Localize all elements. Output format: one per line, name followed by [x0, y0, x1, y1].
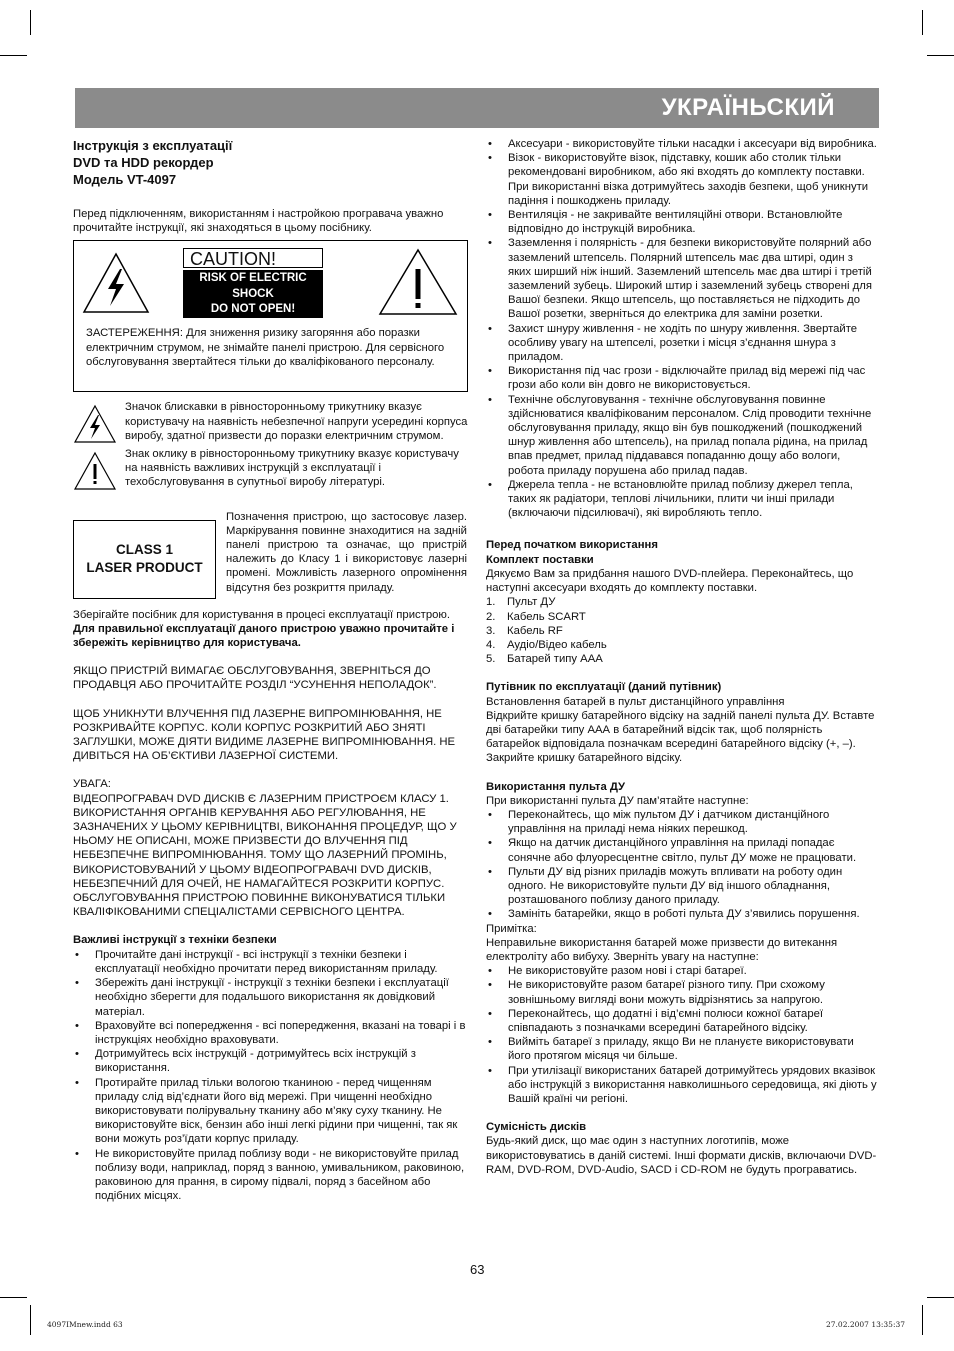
list-item — [486, 595, 879, 609]
laser-notice: ЩОБ УНИКНУТИ ВЛУЧЕННЯ ПІД ЛАЗЕРНЕ ВИПРОМІНЮВАННЯ, НЕ РОЗКРИВАЙТЕ КОРПУС. КОЛИ КОРПУС РОЗКРИТИЙ АБО ЗНЯТІ ЗАГЛУШКИ, МОЖЕ ДІЯТИ ВИДИМЕ ЛАЗЕРНЕ ВИПРОМІНЮВАННЯ. НЕ ДИВІТЬСЯ НА ОБ’ЄКТИВИ ЛАЗЕРНОЇ СИСТЕМИ. — [73, 707, 456, 763]
service-notice: ЯКЩО ПРИСТРІЙ ВИМАГАЄ ОБСЛУГОВУВАННЯ, ЗВЕРНІТЬСЯ ДО ПРОДАВЦЯ АБО ПРОЧИТАЙТЕ РОЗДІЛ “УСУНЕННЯ НЕПОЛАДОК”. — [73, 665, 437, 692]
intro-paragraph: Перед підключенням, використанням і настройкою програвача уважно прочитайте інструкції, які знаходяться в цьому посібнику. — [73, 208, 444, 235]
crop-mark — [927, 1297, 954, 1298]
language-title: УКРАЇНЬСКИЙ — [661, 94, 835, 121]
battery-install-title: Встановлення батарей в пульт дистанційного управління — [486, 695, 785, 708]
list-item: • При утилізації використаних батарей дотримуйтесь урядових вказівок або інструкцій з використання навколишнього середовища, які діють у Вашій країні чи регіоні. — [486, 1064, 879, 1107]
list-item: • Захист шнуру живлення - не ходіть по шнуру живлення. Звертайте особливу увагу на штепселі, розетки і місця з’єднання шнура з приладом. — [486, 322, 879, 365]
before-use-heading: Перед початком використання — [486, 539, 658, 552]
lightning-symbol-text: Значок блискавки в рівносторонньому трикутнику вказує користувачу на наявність небезпечної напруги усередині корпуса виробу, здатної призвести до поразки електричним струмом. — [125, 401, 468, 442]
item-number: 2. — [486, 610, 496, 623]
crop-mark — [30, 10, 31, 35]
laser-class-line: LASER PRODUCT — [86, 559, 203, 575]
list-item: • Використання під час грози - відключайте прилад від мережі під час грози або коли він довго не використовується. — [486, 364, 879, 392]
footer-file: 4097IMnew.indd 63 — [47, 1320, 123, 1329]
compat-heading: Сумісність дисків — [486, 1121, 587, 1134]
manual-title-line: Інструкція з експлуатації — [73, 138, 233, 153]
item-number: 5. — [486, 653, 496, 666]
safety-heading: Важливі інструкції з техніки безпеки — [73, 934, 277, 947]
list-item: • Переконайтесь, що додатні і від’ємні полюси кожної батареї співпадають з позначками всередині батарейного відсіку. — [486, 1007, 879, 1035]
right-column — [486, 137, 879, 1177]
crop-mark — [922, 1305, 923, 1335]
list-item: • Не використовуйте разом батареї різного типу. При схожому зовнішньому вигляді вони можуть відрізнятись за напругою. — [486, 978, 879, 1006]
crop-mark — [922, 10, 923, 35]
list-item — [486, 624, 879, 638]
list-item: • Не використовуйте разом нові і старі батареї. — [486, 964, 879, 978]
exclamation-symbol-explanation — [73, 447, 468, 490]
left-column — [73, 137, 468, 1203]
keep-manual-text: Зберігайте посібник для користування в процесі експлуатації пристрою. — [73, 608, 451, 621]
list-item: • Вентиляція - не закривайте вентиляційні отвори. Встановлюйте відповідно до інструкцій виробника. — [486, 208, 879, 236]
laser-section — [73, 510, 468, 608]
list-item: • Протирайте прилад тільки вологою тканиною - перед чищенням приладу слід від’єднати його від мережі. При чищенні необхідно використовувати полірувальну тканину або м’яку суху тканину. Не використовуйте віск, бензин або інші легкі рідини при чищенні, так як вони можуть роз’їдати корпус приладу. — [73, 1076, 468, 1147]
item-number: 3. — [486, 624, 496, 637]
page-number: 63 — [470, 1262, 485, 1277]
guide-heading: Путівник по експлуатації (даний путівник) — [486, 681, 722, 694]
safety-list-continued — [486, 137, 879, 520]
item-text: Кабель SCART — [507, 610, 586, 623]
package-list — [486, 595, 879, 666]
lightning-warning-icon — [82, 251, 150, 315]
list-item: • Прочитайте дані інструкції - всі інструкції з техніки безпеки і експлуатації необхідно прочитати перед використанням приладу. — [73, 948, 468, 976]
laser-class-label — [73, 520, 216, 599]
crop-mark — [0, 55, 27, 56]
crop-mark — [927, 55, 954, 56]
lightning-symbol-explanation — [73, 400, 468, 443]
list-item: • Вийміть батареї з приладу, якщо Ви не плануєте використовувати його протягом місяця чи більше. — [486, 1035, 879, 1063]
crop-mark — [0, 1297, 27, 1298]
item-text: Кабель RF — [507, 624, 563, 637]
list-item: • Переконайтесь, що між пультом ДУ і датчиком дистанційного управління на приладі нема ніяких перешкод. — [486, 808, 879, 836]
language-header-bar — [75, 88, 879, 128]
caution-subtitle-line: DO NOT OPEN! — [210, 303, 296, 316]
caution-subtitle-line: SHOCK — [232, 287, 274, 300]
caution-subtitle — [183, 270, 323, 318]
caution-text: ЗАСТЕРЕЖЕННЯ: Для зниження ризику загоряння або поразки електричним струмом, не знімайте панелі пристрою. Для сервісного обслуговування звертайтеся тільки до кваліфікованого персоналу. — [86, 327, 445, 368]
remote-intro: При використанні пульта ДУ пам’ятайте наступне: — [486, 794, 749, 807]
package-intro: Дякуємо Вам за придбання нашого DVD-плейера. Переконайтесь, що наступні аксесуари входять до комплекту поставки. — [486, 567, 854, 595]
laser-class-line: CLASS 1 — [115, 541, 173, 557]
safety-list — [73, 948, 468, 1204]
caution-title: CAUTION! — [183, 248, 323, 268]
exclamation-warning-icon — [73, 451, 117, 491]
list-item: • Технічне обслуговування - технічне обслуговування повинне здійснюватися кваліфікованим персоналом. Слід проводити технічне обслуговування приладу, якщо він був пошкоджений (пошкоджений шнур живлення або штепсель), на прилад попала рідина, на прилад впав предмет, прилад піддавався попаданню дощу або вологи, робота приладу порушена або прилад падав. — [486, 393, 879, 478]
list-item: • Візок - використовуйте візок, підставку, кошик або столик тільки рекомендовані виробником, або які входять до комплекту поставки. При використанні візка дотримуйтесь заходів безпеки, щоб уникнути падіння і пошкоджень приладу. — [486, 151, 879, 208]
battery-close: Закрийте кришку батарейного відсіку. — [486, 752, 683, 765]
list-item: • Якщо на датчик дистанційного управління на приладі попадає сонячне або флуоресцентне світло, пульт ДУ може не працювати. — [486, 836, 879, 864]
item-text: Аудіо/Відео кабель — [507, 638, 607, 651]
list-item: • Збережіть дані інструкції - інструкції з техніки безпеки і експлуатації необхідно зберегти для подальшого використання як довідковий матеріал. — [73, 976, 468, 1019]
battery-steps: Відкрийте кришку батарейного відсіку на задній панелі пульта ДУ. Вставте дві батарейки типу ААА в батарейний відсік так, щоб полярність батарейок відповідала позначкам всередині батарейного відсіку (+, –). — [486, 709, 875, 751]
manual-title-line: Модель VT-4097 — [73, 172, 177, 187]
manual-title-line: DVD та HDD рекордер — [73, 155, 214, 170]
note-text: Неправильне використання батарей може призвести до витекання електроліту або вибуху. Зверніть увагу на наступне: — [486, 936, 838, 963]
note-list — [486, 964, 879, 1106]
item-number: 1. — [486, 596, 496, 609]
item-text: Батарей типу ААА — [507, 653, 603, 666]
crop-mark — [30, 1305, 31, 1335]
caution-subtitle-line: RISK OF ELECTRIC — [199, 272, 307, 285]
exclamation-warning-icon — [377, 247, 459, 317]
list-item: • Замініть батарейки, якщо в роботі пульта ДУ з’явились порушення. — [486, 907, 879, 921]
keep-manual-bold: Для правильної експлуатації даного пристрою уважно прочитайте і збережіть керівництво для користувача. — [73, 622, 455, 650]
footer-datetime: 27.02.2007 13:35:37 — [826, 1320, 906, 1329]
remote-list — [486, 808, 879, 922]
list-item: • Дотримуйтесь всіх інструкцій - дотримуйтесь всіх інструкцій з використання. — [73, 1047, 468, 1075]
laser-description: Позначення пристрою, що застосовує лазер. Маркірування повинне знаходитися на задній панелі пристрою та означає, що пристрій належить до Класу 1 і використовує лазерні промені. Можливість лазерного опромінення відсутня без розкриття приладу. — [226, 510, 467, 594]
list-item — [486, 610, 879, 624]
package-heading: Комплект поставки — [486, 553, 594, 566]
note-label: Примітка: — [486, 922, 537, 935]
list-item: • Заземлення і полярність - для безпеки використовуйте полярний або заземлений штепсель. Полярний штепсель має два штирі, один з яких ширший ніж інший. Заземлений штепсель має два штирі і третій заземлений зубець. Широкий штир і заземлений зубець створені для Вашої безпеки. Якщо штепсель, що поставляється не підходить до Вашої розетки, зверніться до електрика для заміни розетки. — [486, 236, 879, 321]
list-item: • Аксесуари - використовуйте тільки насадки і аксесуари від виробника. — [486, 137, 879, 151]
list-item: • Пульти ДУ від різних приладів можуть впливати на роботу один одного. Не використовуйте пульти ДУ від іншого обладнання, розташованого поблизу даного приладу. — [486, 865, 879, 908]
list-item: • Враховуйте всі попередження - всі попередження, вказані на товарі і в інструкціях необхідно враховувати. — [73, 1019, 468, 1047]
list-item: • Не використовуйте прилад поблизу води - не використовуйте прилад поблизу води, наприклад, поряд з ванною, умивальником, раковиною, раковиною для прання, в сирому підвалі, поряд з басейном або подібних місцях. — [73, 1147, 468, 1204]
list-item — [486, 652, 879, 666]
attention-text: ВІДЕОПРОГРАВАЧ DVD ДИСКІВ Є ЛАЗЕРНИМ ПРИСТРОЄМ КЛАСУ 1. ВИКОРИСТАННЯ ОРГАНІВ КЕРУВАННЯ АБО РЕГУЛЮВАННЯ, НЕ ЗАЗНАЧЕНИХ У ЦЬОМУ КЕРІВНИЦТВІ, ВИКОНАННЯ ПРОЦЕДУР, ЩО У НЬОМУ НЕ ОПИСАНІ, МОЖЕ ПРИЗВЕСТИ ДО ВЛУЧЕННЯ ПІД НЕБЕЗПЕЧНЕ ВИПРОМІНЮВАННЯ. ТОМУ ЩО ЛАЗЕРНИЙ ПРОМІНЬ, ВИКОРИСТОВУВАНИЙ У ЦЬОМУ ВІДЕОПРОГРАВАЧІ DVD ДИСКІВ, НЕБЕЗПЕЧНИЙ ДЛЯ ОЧЕЙ, НЕ НАМАГАЙТЕСЯ РОЗКРИТИ КОРПУС. ОБСЛУГОВУВАННЯ ПРИСТРОЮ ПОВИННЕ ВИКОНУВАТИСЯ ТІЛЬКИ КВАЛІФІКОВАНИМИ СПЕЦІАЛІСТАМИ СЕРВІСНОГО ЦЕНТРА. — [73, 792, 457, 919]
list-item — [486, 638, 879, 652]
list-item: • Джерела тепла - не встановлюйте прилад поблизу джерел тепла, таких як радіатори, теплові лічильники, плити чи інші прилади (включаючи підсилювачі), які виробляють тепло. — [486, 478, 879, 521]
lightning-warning-icon — [73, 404, 117, 444]
caution-box — [73, 240, 468, 392]
item-number: 4. — [486, 638, 496, 651]
remote-heading: Використання пульта ДУ — [486, 780, 626, 793]
attention-label: УВАГА: — [73, 778, 111, 791]
item-text: Пульт ДУ — [507, 596, 556, 609]
exclamation-symbol-text: Знак оклику в рівносторонньому трикутнику вказує користувачу на наявність важливих інструкцій з експлуатації і техобслуговування в супутньої виробу літературі. — [125, 448, 459, 489]
compat-text: Будь-який диск, що має один з наступних логотипів, може використовуватись в даній системі. Інші формати дисків, включаючи DVD-RAM, DVD-ROM, DVD-Audio, SACD і CD-ROM не будуть програватись. — [486, 1135, 877, 1176]
